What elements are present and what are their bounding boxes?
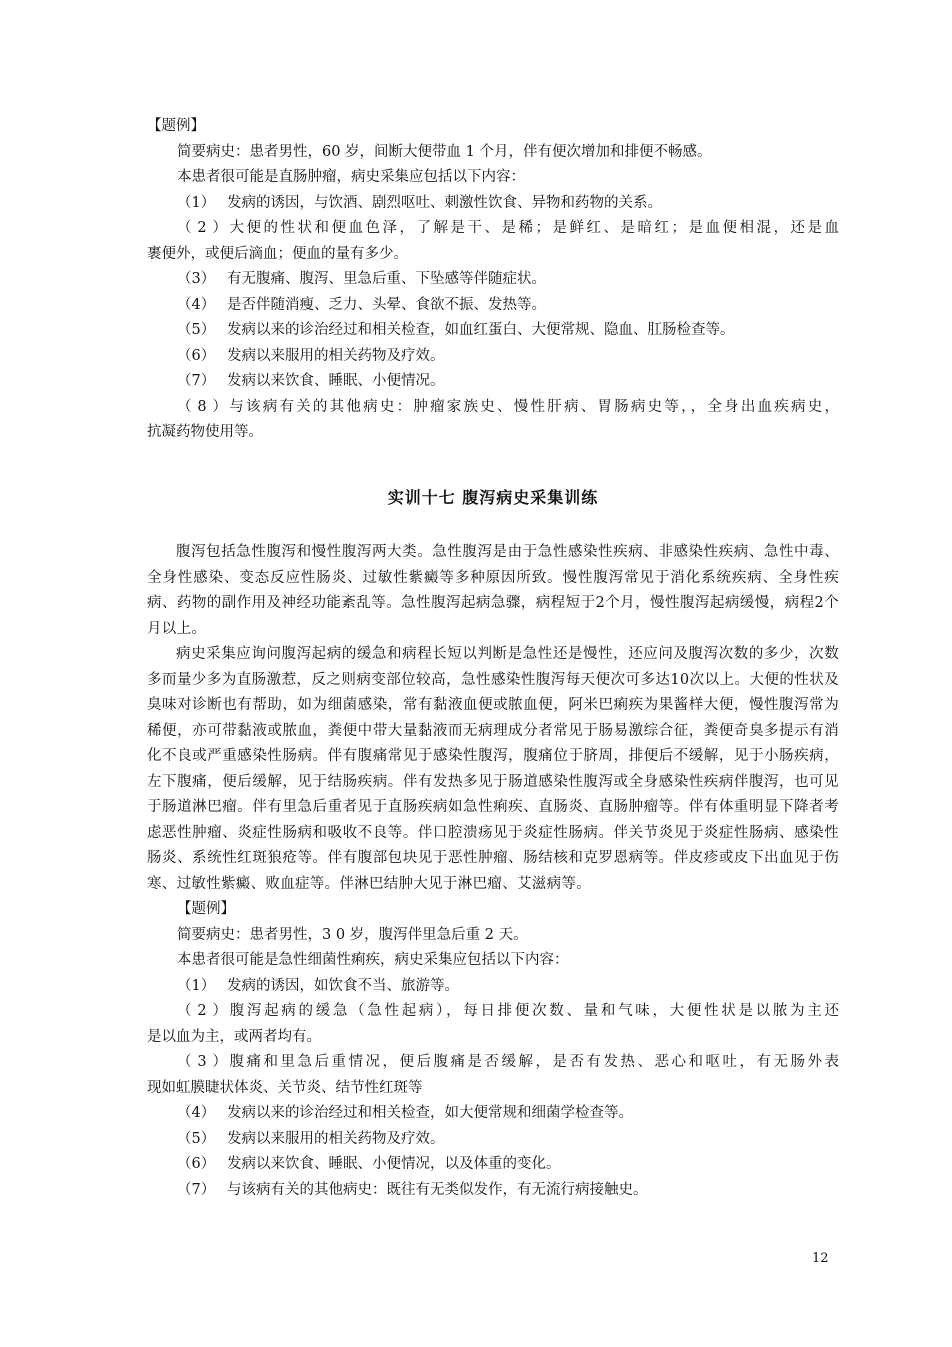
list-item: [147, 369, 839, 395]
list-item: [147, 1127, 839, 1153]
example-heading: 【题例】: [147, 118, 205, 134]
list-item: [147, 1178, 839, 1204]
item-text: 有无腹痛、腹泻、里急后重、下坠感等伴随症状。: [227, 271, 546, 287]
item-number: （3）: [177, 1054, 227, 1070]
item-number: （2）: [177, 220, 227, 236]
item-number: （1）: [177, 977, 216, 994]
list-item: [147, 191, 839, 217]
item-text: 发病的诱因，如饮食不当、旅游等。: [227, 977, 459, 994]
list-item-continuation: 抗凝药物使用等。: [147, 424, 263, 440]
list-item: [147, 974, 839, 1000]
list-item: [147, 1152, 839, 1178]
item-text: 腹泻起病的缓急（急性起病），每日排便次数、量和气味，大便性状是以脓为主还: [227, 1003, 839, 1019]
brief-history: 简要病史：患者男性，3 0 岁，腹泻伴里急后重 2 天。: [177, 926, 528, 943]
item-text: 发病的诱因，与饮酒、剧烈呕吐、刺激性饮食、异物和药物的关系。: [227, 194, 662, 211]
item-number: （2）: [177, 1003, 227, 1019]
body-paragraph: 腹泻包括急性腹泻和慢性腹泻两大类。急性腹泻是由于急性感染性疾病、非感染性疾病、急性中毒、全身性感染、变态反应性肠炎、过敏性紫癜等多种原因所致。慢性腹泻常见于消化系统疾病、全身性疾病、药物的副作用及神经功能紊乱等。急性腹泻起病急骤，病程短于2个月，慢性腹泻起病缓慢，病程2个月以上。: [147, 544, 839, 637]
item-text: 发病以来服用的相关药物及疗效。: [227, 347, 445, 364]
list-item: [147, 344, 839, 370]
item-text: 发病以来饮食、睡眠、小便情况，以及体重的变化。: [227, 1156, 561, 1172]
item-number: （6）: [177, 1156, 216, 1172]
item-text: 与该病有关的其他病史：肿瘤家族史、慢性肝病、胃肠病史等，，全身出血疾病史，: [227, 398, 839, 415]
example-block-dysentery: [147, 897, 839, 1203]
list-item: [147, 999, 839, 1025]
item-text: 与该病有关的其他病史：既往有无类似发作，有无流行病接触史。: [227, 1181, 648, 1198]
item-number: （5）: [177, 322, 216, 338]
list-item-continuation: 裹便外，或便后滴血；便血的量有多少。: [147, 245, 408, 262]
list-item: [147, 293, 839, 319]
example-heading: 【题例】: [177, 901, 235, 917]
list-item: [147, 1101, 839, 1127]
brief-history: 简要病史：患者男性，60 岁，间断大便带血 1 个月，伴有便次增加和排便不畅感。: [177, 143, 712, 160]
item-number: （7）: [177, 373, 216, 389]
item-number: （3）: [177, 271, 216, 287]
section-body: [147, 540, 839, 1203]
item-number: （4）: [177, 296, 216, 313]
example-block-rectal: [147, 114, 839, 446]
item-text: 发病以来的诊治经过和相关检查，如大便常规和细菌学检查等。: [227, 1105, 633, 1121]
list-item: [147, 1050, 839, 1076]
list-item: [147, 216, 839, 242]
example-intro: 本患者很可能是直肠肿瘤，病史采集应包括以下内容：: [177, 169, 525, 185]
page-number: 12: [812, 1251, 829, 1266]
item-number: （5）: [177, 1130, 216, 1147]
list-item: [147, 318, 839, 344]
item-text: 是否伴随消瘦、乏力、头晕、食欲不振、发热等。: [227, 296, 546, 313]
item-text: 发病以来饮食、睡眠、小便情况。: [227, 373, 445, 389]
section-title: 实训十七 腹泻病史采集训练: [387, 488, 599, 507]
list-item-continuation: 是以血为主，或两者均有。: [147, 1028, 321, 1045]
item-text: 腹痛和里急后重情况，便后腹痛是否缓解，是否有发热、恶心和呕吐，有无肠外表: [227, 1054, 839, 1070]
item-number: （7）: [177, 1181, 216, 1198]
item-number: （8）: [177, 398, 227, 415]
item-number: （1）: [177, 194, 216, 211]
body-paragraph: 病史采集应询问腹泻起病的缓急和病程长短以判断是急性还是慢性，还应问及腹泻次数的多少，次数多而量少多为直肠激惹，反之则病变部位较高，急性感染性腹泻每天便次可多达10次以上。大便的性状及臭味对诊断也有帮助，如为细菌感染，常有黏液血便或脓血便，阿米巴痢疾为果酱样大便，慢性腹泻常为稀便，亦可带黏液或脓血，粪便中带大量黏液而无病理成分者常见于肠易激综合征，粪便奇臭多提示有消化不良或严重感染性肠病。伴有腹痛常见于感染性腹泻，腹痛位于脐周，排便后不缓解，见于小肠疾病，左下腹痛，便后缓解，见于结肠疾病。伴有发热多见于肠道感染性腹泻或全身感染性疾病伴腹泻，也可见于肠道淋巴瘤。伴有里急后重者见于直肠疾病如急性痢疾、直肠炎、直肠肿瘤等。伴有体重明显下降者考虑恶性肿瘤、炎症性肠病和吸收不良等。伴口腔溃疡见于炎症性肠病。伴关节炎见于炎症性肠病、感染性肠炎、系统性红斑狼疮等。伴有腹部包块见于恶性肿瘤、肠结核和克罗恩病等。伴皮疹或皮下出血见于伤寒、过敏性紫癜、败血症等。伴淋巴结肿大见于淋巴瘤、艾滋病等。: [147, 646, 839, 892]
item-text: 发病以来的诊治经过和相关检查，如血红蛋白、大便常规、隐血、肛肠检查等。: [227, 322, 735, 338]
example-intro: 本患者很可能是急性细菌性痢疾，病史采集应包括以下内容：: [177, 952, 569, 968]
item-text: 大便的性状和便血色泽，了解是干、是稀；是鲜红、是暗红；是血便相混，还是血: [227, 220, 839, 236]
list-item: [147, 267, 839, 293]
list-item-continuation: 现如虹膜睫状体炎、关节炎、结节性红斑等: [147, 1079, 423, 1096]
item-number: （4）: [177, 1105, 216, 1121]
item-text: 发病以来服用的相关药物及疗效。: [227, 1130, 445, 1147]
item-number: （6）: [177, 347, 216, 364]
list-item: [147, 395, 839, 421]
